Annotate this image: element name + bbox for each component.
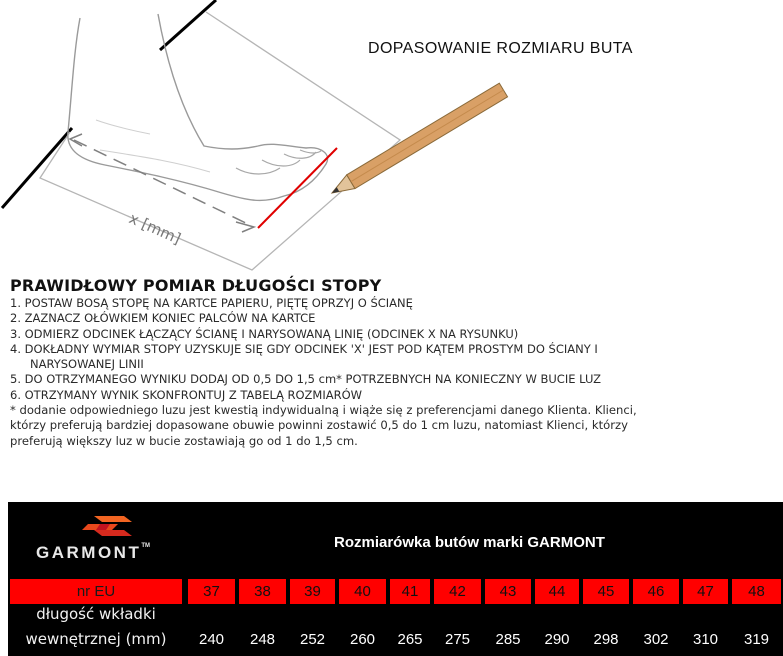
insole-length-label-line: długość wkładki xyxy=(36,605,156,623)
instruction-step: 4. DOKŁADNY WYMIAR STOPY UZYSKUJE SIĘ GDY ODCINEK 'X' JEST POD KĄTEM PROSTYM DO ŚCIANY I xyxy=(10,341,598,356)
brand-name: GARMONT xyxy=(36,543,142,562)
insole-length-cell: 290 xyxy=(544,631,570,648)
footnote-line: * dodanie odpowiedniego luzu jest kwestią indywidualną i wiąże się z preferencjami danego Klienta. Klienci, xyxy=(10,403,637,418)
eu-size-cell: 40 xyxy=(339,579,386,604)
insole-length-cell: 302 xyxy=(643,631,669,648)
page-title: DOPASOWANIE ROZMIARU BUTA xyxy=(368,40,633,57)
instruction-step: 3. ODMIERZ ODCINEK ŁĄCZĄCY ŚCIANĘ I NARYSOWANĄ LINIĘ (ODCINEK X NA RYSUNKU) xyxy=(10,326,519,341)
toe-mark-line xyxy=(258,148,337,228)
arrowhead-end xyxy=(236,222,254,232)
brand-wordmark xyxy=(36,543,150,563)
x-measure-label: x [mm] xyxy=(126,209,184,248)
instruction-step: 5. DO OTRZYMANEGO WYNIKU DODAJ OD 0,5 DO 1,5 cm* POTRZEBNYCH NA KONIECZNY W BUCIE LUZ xyxy=(10,372,602,387)
insole-length-cell: 240 xyxy=(198,631,225,648)
toe-lines xyxy=(236,150,322,174)
insole-length-cell: 248 xyxy=(249,631,276,648)
insole-length-cell: 310 xyxy=(692,631,719,648)
pencil-icon xyxy=(328,83,508,200)
insole-length-label xyxy=(8,602,184,652)
insole-length-cell: 319 xyxy=(743,631,770,648)
instruction-step-continuation: NARYSOWANEJ LINII xyxy=(30,357,144,372)
size-chart-panel xyxy=(8,502,783,656)
insole-length-label-line: wewnętrznej (mm) xyxy=(25,630,167,648)
insole-length-cell: 285 xyxy=(495,631,521,648)
eu-size-cell: 38 xyxy=(239,579,286,604)
arrowhead-start xyxy=(70,134,82,146)
measurement-instructions xyxy=(10,276,780,449)
eu-size-cell: 42 xyxy=(434,579,481,604)
eu-size-cell: 41 xyxy=(390,579,430,604)
eu-size-cell: 45 xyxy=(583,579,629,604)
instruction-step: 1. POSTAW BOSĄ STOPĘ NA KARTCE PAPIERU, PIĘTĘ OPRZYJ O ŚCIANĘ xyxy=(10,296,413,310)
instructions-heading: PRAWIDŁOWY POMIAR DŁUGOŚCI STOPY xyxy=(10,276,382,295)
eu-size-label: nr EU xyxy=(10,579,182,604)
footnote-line: preferują większy luz w bucie zostawiają go od 1 do 1,5 cm. xyxy=(10,433,358,448)
eu-size-cell: 47 xyxy=(683,579,728,604)
instruction-step: 2. ZAZNACZ OŁÓWKIEM KONIEC PALCÓW NA KARTCE xyxy=(10,311,316,326)
wall-edge-top xyxy=(160,0,216,50)
foot-outline xyxy=(68,14,328,200)
foot-shading xyxy=(96,120,210,172)
insole-length-cell: 260 xyxy=(349,631,376,648)
insole-length-cell: 265 xyxy=(397,631,423,648)
paper-sheet xyxy=(40,12,400,270)
insole-length-cell: 298 xyxy=(593,631,619,648)
eu-size-cell: 37 xyxy=(188,579,235,604)
instruction-step: 6. OTRZYMANY WYNIK SKONFRONTUJ Z TABELĄ ROZMIARÓW xyxy=(10,387,363,402)
eu-size-row xyxy=(8,579,783,604)
trademark-symbol: TM xyxy=(141,543,150,549)
eu-size-cell: 39 xyxy=(290,579,335,604)
wall-edge-bottom xyxy=(2,128,72,208)
eu-size-cell: 48 xyxy=(732,579,781,604)
footnote-line: którzy preferują bardziej dopasowane obuwie powinni zostawić 0,5 do 1 cm luzu, natomiast Klienci, którzy xyxy=(10,418,628,433)
insole-length-cell: 275 xyxy=(444,631,471,648)
eu-size-cell: 46 xyxy=(633,579,679,604)
size-table-title: Rozmiarówka butów marki GARMONT xyxy=(334,534,605,551)
eu-size-cell: 44 xyxy=(535,579,579,604)
measure-dashed-line xyxy=(74,140,252,226)
insole-length-cell: 252 xyxy=(299,631,326,648)
eu-size-cell: 43 xyxy=(485,579,531,604)
